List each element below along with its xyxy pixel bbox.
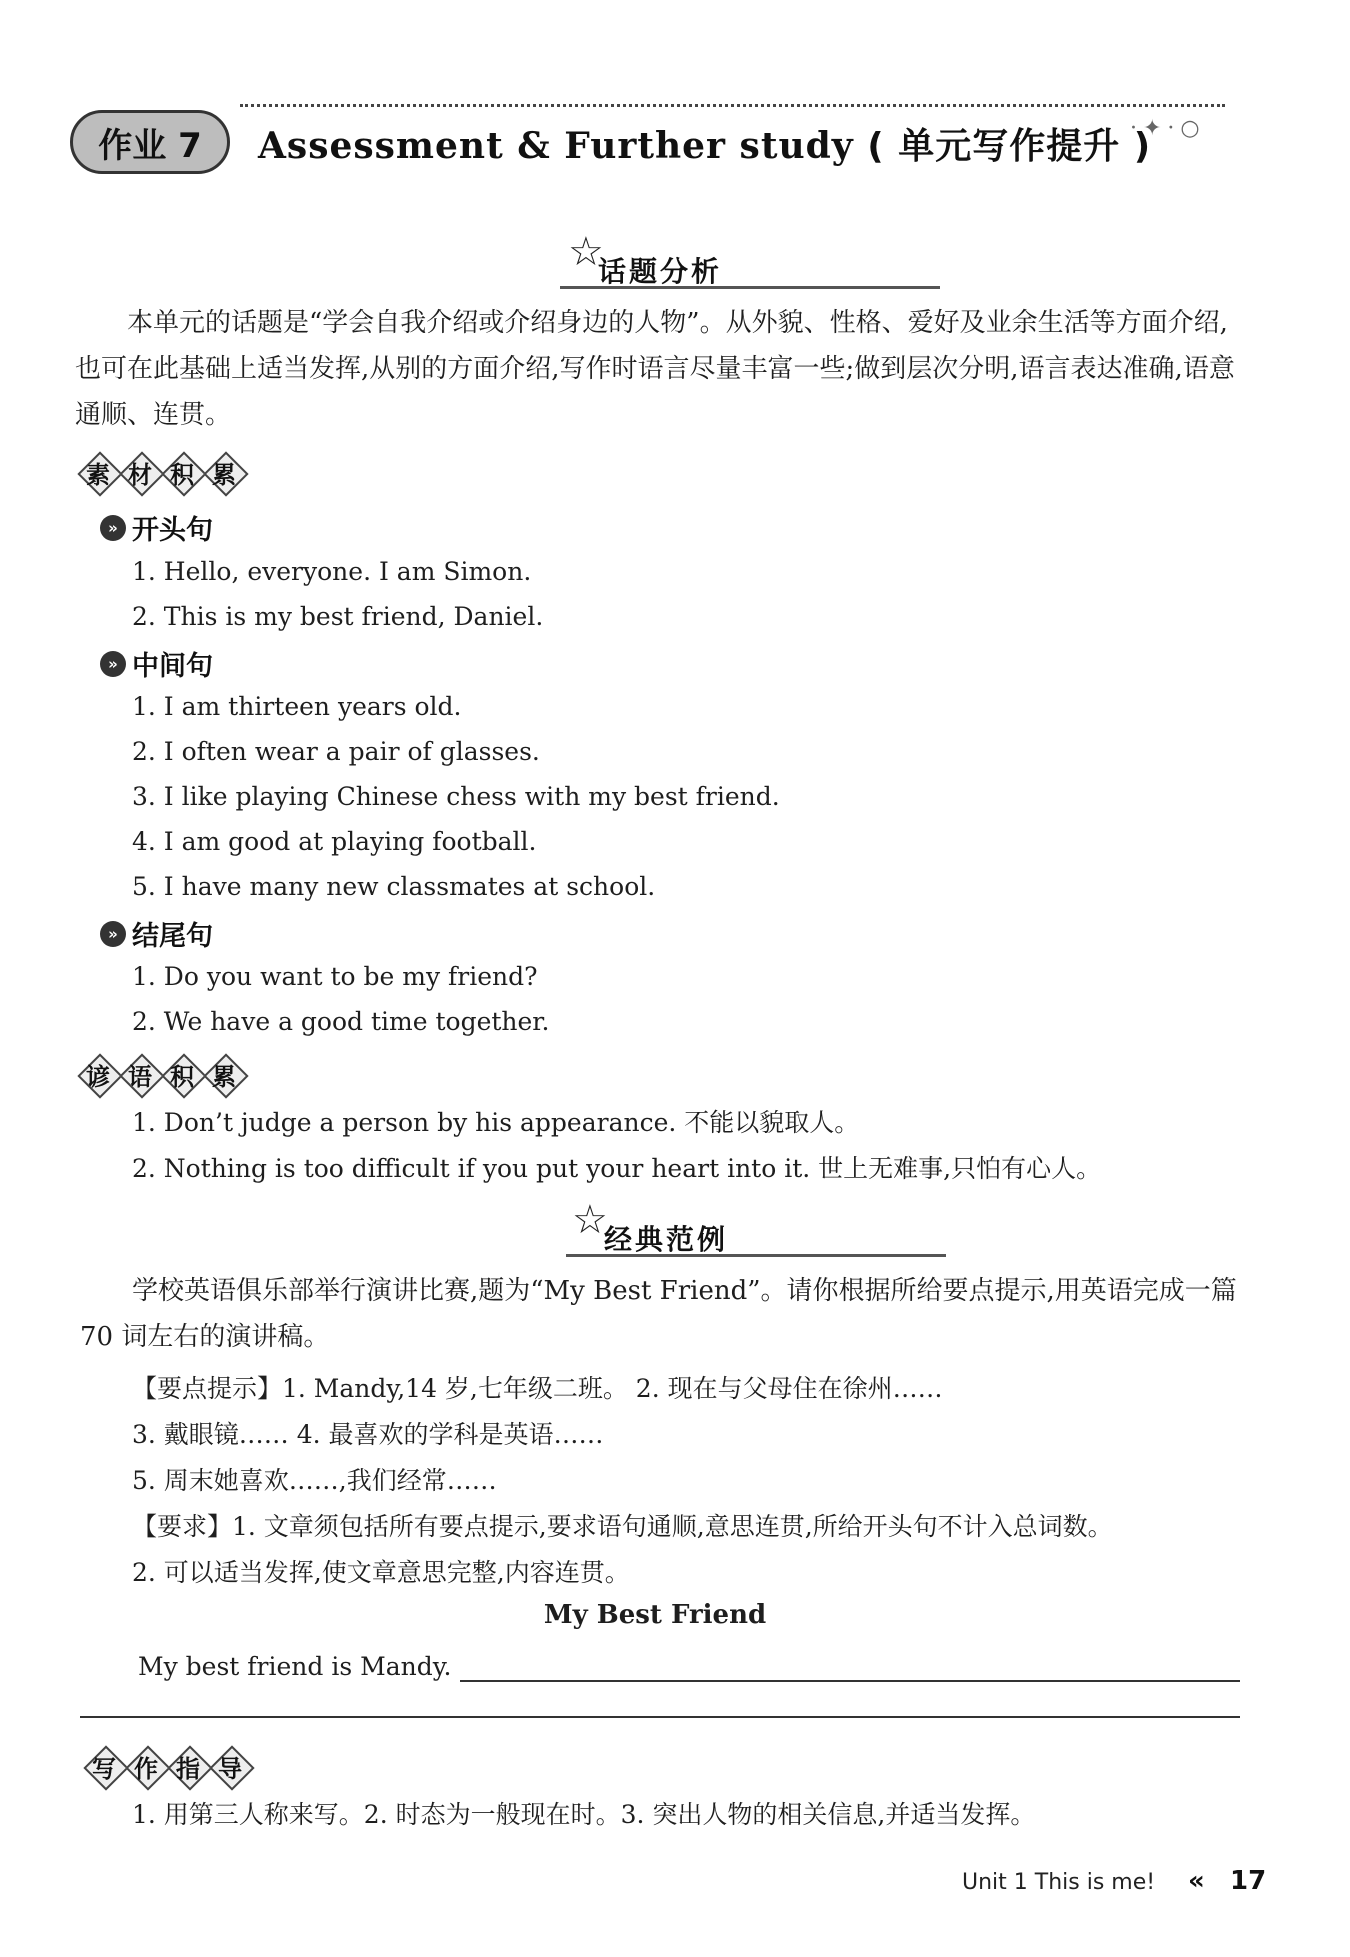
requirement-line: 【要求】1. 文章须包括所有要点提示,要求语句通顺,意思连贯,所给开头句不计入总词数。 [132,1512,1113,1541]
homework-badge: 作业 7 [70,110,230,174]
proverb-item: 1. Don’t judge a person by his appearance. 不能以貌取人。 [132,1108,860,1137]
essay-start: My best friend is Mandy. [138,1652,452,1681]
materials-label [78,452,246,492]
label-char: 累 [204,1054,244,1094]
page-title [258,118,1151,169]
label-char: 指 [168,1746,208,1786]
title-english: Assessment & Further study [258,125,854,167]
list-item: 5. I have many new classmates at school. [132,872,656,901]
label-char: 积 [162,1054,202,1094]
answer-line[interactable] [80,1716,1240,1718]
points-line: 【要点提示】1. Mandy,14 岁,七年级二班。 2. 现在与父母住在徐州…… [132,1374,943,1403]
label-char: 作 [126,1746,166,1786]
topic-banner: 话题分析 [598,255,723,288]
title-chinese: ( 单元写作提升 ) [867,126,1152,167]
answer-line[interactable] [460,1680,1240,1682]
label-char: 素 [78,452,118,492]
star-icon: ☆ [572,1197,608,1243]
header-dotted-line [240,104,1225,107]
label-char: 累 [204,452,244,492]
list-item: 4. I am good at playing football. [132,827,537,856]
list-item: 2. This is my best friend, Daniel. [132,602,544,631]
requirement-line: 2. 可以适当发挥,使文章意思完整,内容连贯。 [132,1558,630,1587]
label-char: 谚 [78,1054,118,1094]
label-char: 导 [210,1746,250,1786]
label-char: 积 [162,452,202,492]
list-item: 3. I like playing Chinese chess with my best friend. [132,782,780,811]
page-number: 17 [1230,1866,1267,1896]
guide-label [84,1746,252,1786]
example-banner: 经典范例 [604,1223,729,1256]
footer-unit: Unit 1 This is me! [962,1870,1156,1895]
points-line: 3. 戴眼镜…… 4. 最喜欢的学科是英语…… [132,1420,604,1449]
example-banner-underline [566,1254,946,1257]
list-item: 1. Hello, everyone. I am Simon. [132,557,532,586]
guide-text: 1. 用第三人称来写。2. 时态为一般现在时。3. 突出人物的相关信息,并适当发挥。 [132,1800,1036,1829]
double-chevron-left-icon: « [1188,1866,1205,1896]
topic-paragraph: 本单元的话题是“学会自我介绍或介绍身边的人物”。从外貌、性格、爱好及业余生活等方面介绍,也可在此基础上适当发挥,从别的方面介绍,写作时语言尽量丰富一些;做到层次分明,语言表达准确,语意通顺、连贯。 [75,308,1235,430]
star-icon: ☆ [568,229,604,275]
list-item: 1. Do you want to be my friend? [132,962,538,991]
label-char: 材 [120,452,160,492]
subheading-middle: » 中间句 [100,644,213,683]
label-char: 写 [84,1746,124,1786]
list-item: 2. I often wear a pair of glasses. [132,737,540,766]
subheading-closing: » 结尾句 [100,914,213,953]
proverb-item: 2. Nothing is too difficult if you put your heart into it. 世上无难事,只怕有心人。 [132,1154,1102,1183]
example-intro: 学校英语俱乐部举行演讲比赛,题为“My Best Friend”。请你根据所给要点提示,用英语完成一篇 70 词左右的演讲稿。 [80,1276,1237,1352]
label-char: 语 [120,1054,160,1094]
essay-title: My Best Friend [543,1600,767,1630]
topic-banner-underline [560,286,940,289]
decoration-sparkle-icon: ·✦·○ [1130,116,1206,141]
list-item: 1. I am thirteen years old. [132,692,462,721]
subheading-opening: » 开头句 [100,508,213,547]
double-chevron-icon: » [100,515,126,541]
list-item: 2. We have a good time together. [132,1007,550,1036]
double-chevron-icon: » [100,651,126,677]
proverbs-label [78,1054,246,1094]
double-chevron-icon: » [100,921,126,947]
points-line: 5. 周末她喜欢……,我们经常…… [132,1466,497,1495]
